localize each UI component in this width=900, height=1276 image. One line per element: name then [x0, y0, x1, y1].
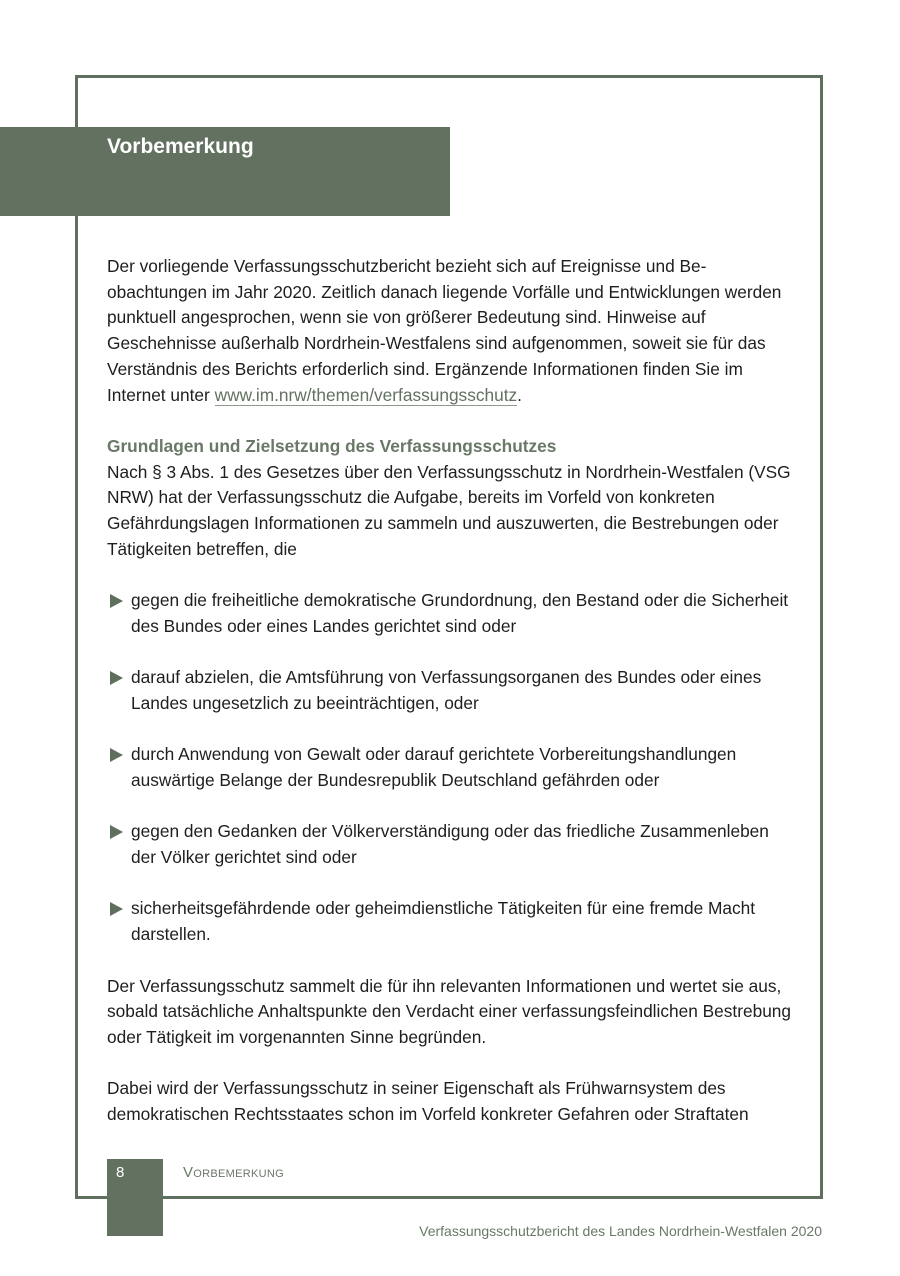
- intro-text: Der vorliegende Verfassungsschutzbericht bezieht sich auf Ereignisse und Beobachtungen im Jahr 2020. Zeitlich danach liegende Vorfälle und Entwicklungen werden punktuell angesprochen, wenn sie von größerer Bedeutung sind. Hinweise auf Geschehnisse außerhalb Nordrhein-Westfalens sind aufgenommen, soweit sie für das Verständnis des Berichts erforderlich sind. Ergänzende Informationen finden Sie im Internet unter: [107, 256, 782, 405]
- main-content: [107, 254, 797, 1128]
- list-item-text: durch Anwendung von Gewalt oder darauf gerichtete Vorbereitungshandlungen auswärtige Belange der Bundesrepublik Deutschland gefährden oder: [131, 744, 737, 790]
- list-item-text: gegen die freiheitliche demokratische Grundordnung, den Bestand oder die Sicherheit des Bundes oder eines Landes gerichtet sind oder: [131, 590, 789, 636]
- task-list: [107, 588, 797, 948]
- section-heading: Grundlagen und Zielsetzung des Verfassungsschutzes: [107, 435, 557, 456]
- bullet-triangle-icon: [110, 902, 123, 916]
- list-item-text: gegen den Gedanken der Völkerverständigung oder das friedliche Zusammenleben der Völker gerichtet sind oder: [131, 821, 769, 868]
- list-item-text: sicherheitsgefährdende oder geheimdienstliche Tätigkeiten für eine fremde Macht darstellen.: [131, 898, 756, 945]
- bullet-triangle-icon: [110, 748, 123, 762]
- body-paragraph: Der Verfassungsschutz sammelt die für ihn relevanten Informationen und wertet sie aus, sobald tatsächliche Anhaltspunkte den Verdacht einer verfassungsfeindlichen Bestrebung oder Tätigkeit im vorgenannten Sinne begründen.: [107, 975, 792, 1047]
- intro-paragraph: [107, 254, 797, 408]
- section-lead-paragraph: Nach § 3 Abs. 1 des Gesetzes über den Verfassungsschutz in Nordrhein-Westfalen (VSG NRW) hat der Verfassungsschutz die Aufgabe, bereits im Vorfeld von konkreten Gefährdungslagen Informationen zu sammeln und auszuwerten, die Bestrebungen oder Tätigkeiten betreffen, die: [107, 461, 791, 559]
- list-item: [107, 588, 797, 639]
- list-item: [107, 896, 797, 947]
- list-item: [107, 742, 797, 793]
- list-item-text: darauf abzielen, die Amtsführung von Verfassungsorganen des Bundes oder eines Landes ungesetzlich zu beeinträchtigen, oder: [131, 667, 762, 713]
- website-link[interactable]: www.im.nrw/themen/verfassungsschutz: [214, 384, 518, 405]
- bullet-triangle-icon: [110, 671, 123, 685]
- running-head: Vorbemerkung: [183, 1164, 285, 1181]
- footer-text: Verfassungsschutzbericht des Landes Nordrhein-Westfalen 2020: [419, 1223, 822, 1239]
- body-paragraph: Dabei wird der Verfassungsschutz in seiner Eigenschaft als Frühwarnsystem des demokratischen Rechtsstaates schon im Vorfeld konkreter Gefahren oder Straftaten: [107, 1078, 749, 1125]
- bullet-triangle-icon: [110, 825, 123, 839]
- intro-text-end: .: [517, 384, 522, 405]
- bullet-triangle-icon: [110, 594, 123, 608]
- list-item: [107, 665, 797, 716]
- page-number: 8: [116, 1164, 125, 1181]
- page-title: Vorbemerkung: [107, 135, 254, 158]
- list-item: [107, 819, 797, 870]
